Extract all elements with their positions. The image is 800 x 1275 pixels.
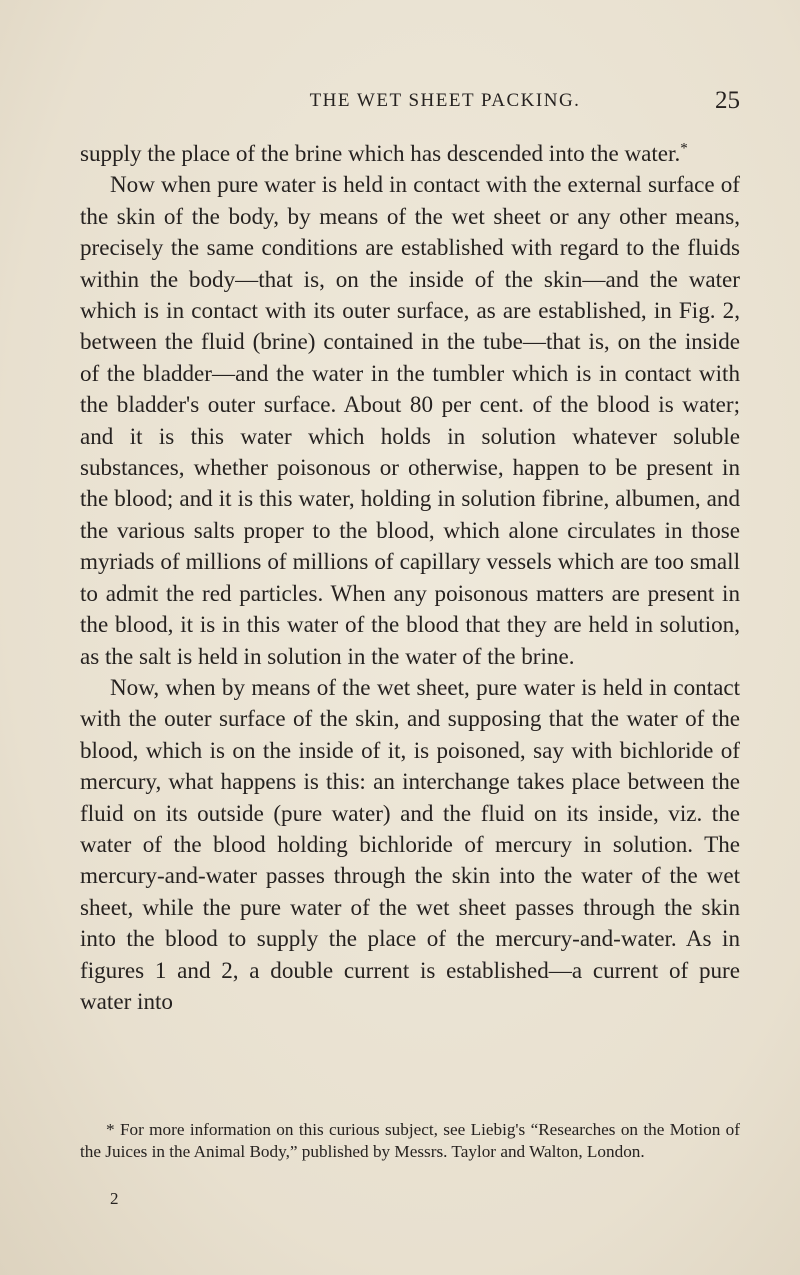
page-number: 25 <box>715 87 740 114</box>
paragraph-1-text: supply the place of the brine which has descended into the water. <box>80 140 681 166</box>
paragraph-2: Now when pure water is held in contact with the external surface of the skin of the body, by means of the wet sheet or any other means, precisely the same conditions are established with regard to the fluids within the body—that is, on the inside of the skin—and the water which is in contact with its outer surface, as are established, in Fig. 2, between the fluid (brine) contained in the tube—that is, on the inside of the bladder—and the water in the tumbler which is in contact with the bladder's outer surface. About 80 per cent. of the blood is water; and it is this water which holds in solution whatever soluble substances, whether poisonous or otherwise, happen to be present in the blood; and it is this water, holding in solution fibrine, albumen, and the various salts proper to the blood, which alone circulates in those myriads of millions of millions of capillary vessels which are too small to admit the red particles. When any poisonous matters are present in the blood, it is in this water of the blood that they are held in solution, as the salt is held in solution in the water of the brine. <box>80 171 740 669</box>
body-text <box>80 138 740 1017</box>
footnote-marker: * <box>680 140 688 157</box>
paragraph-3: Now, when by means of the wet sheet, pure water is held in contact with the outer surface of the skin, and supposing that the water of the blood, which is on the inside of it, is poisoned, say with bichloride of mercury, what happens is this: an interchange takes place between the fluid on its outside (pure water) and the fluid on its inside, viz. the water of the blood holding bichloride of mercury in solution. The mercury-and-water passes through the skin into the water of the wet sheet, while the pure water of the wet sheet passes through the skin into the blood to supply the place of the mercury-and-water. As in figures 1 and 2, a double current is established—a current of pure water into <box>80 673 740 1014</box>
page-header <box>150 88 740 118</box>
signature-mark: 2 <box>110 1189 119 1208</box>
running-head: THE WET SHEET PACKING. <box>309 90 581 111</box>
footnote: * For more information on this curious subject, see Liebig's “Researches on the Motion of the Juices in the Animal Body,” published by Messrs. Taylor and Walton, London. <box>80 1120 740 1161</box>
paragraph-1 <box>80 138 740 169</box>
